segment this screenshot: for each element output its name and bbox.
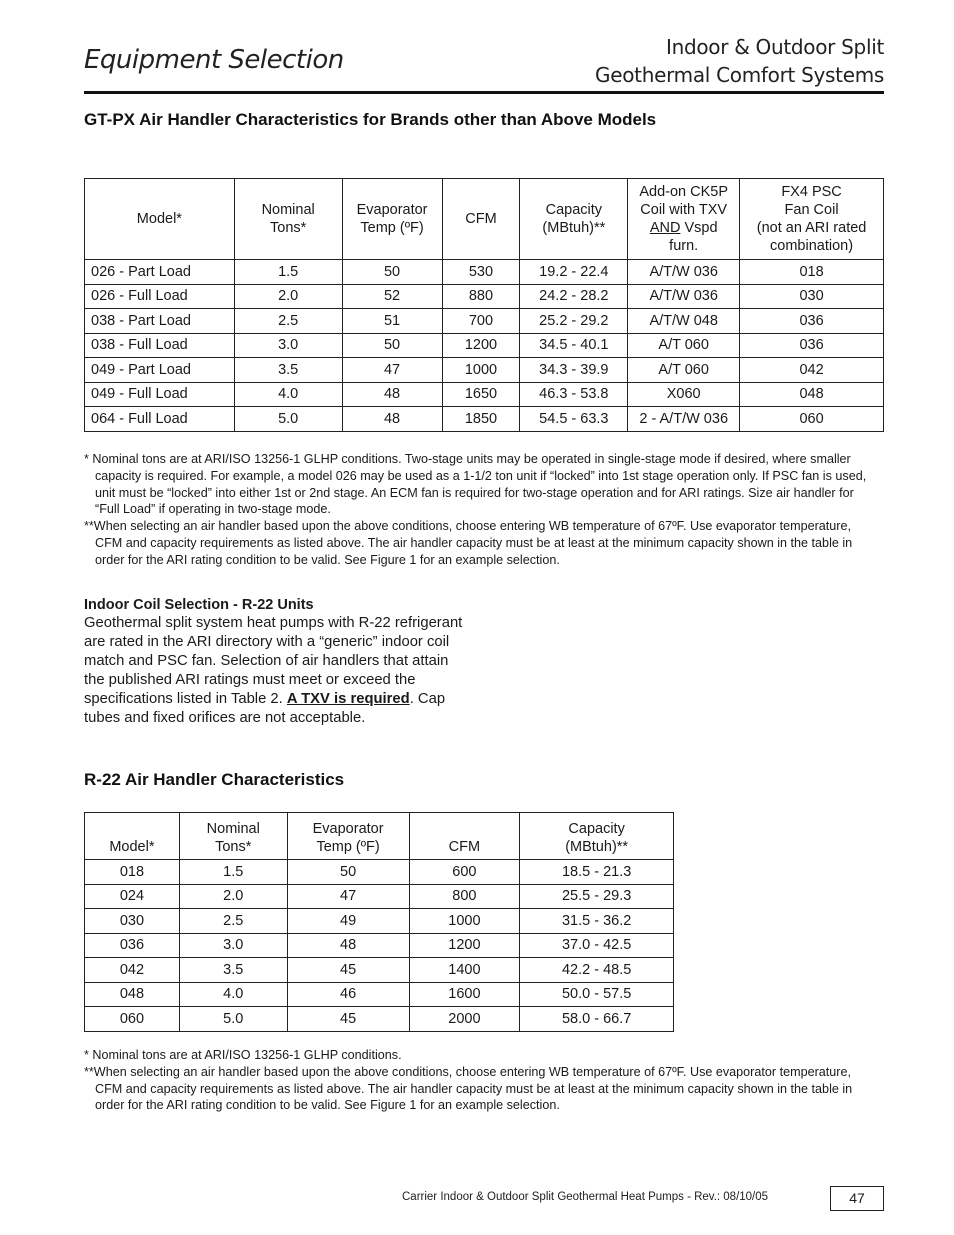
table-cell: 030 <box>85 909 180 934</box>
table-cell: 49 <box>287 909 409 934</box>
table-cell: 048 <box>85 982 180 1007</box>
product-line-title <box>595 33 884 89</box>
table-cell: 24.2 - 28.2 <box>520 284 628 309</box>
table-cell: 48 <box>342 382 442 407</box>
table-cell: 026 - Part Load <box>85 260 235 285</box>
table-cell: 50 <box>342 333 442 358</box>
table-cell: 50.0 - 57.5 <box>520 982 674 1007</box>
table-row <box>85 407 884 432</box>
header-addon-coil: Add-on CK5P Coil with TXV AND Vspd furn. <box>628 179 740 260</box>
table-row <box>85 933 674 958</box>
table-cell: 4.0 <box>179 982 287 1007</box>
table-cell: A/T 060 <box>628 333 740 358</box>
table-cell: 018 <box>85 860 180 885</box>
table-header-row <box>85 813 674 860</box>
table-cell: 52 <box>342 284 442 309</box>
table-cell: 19.2 - 22.4 <box>520 260 628 285</box>
table-cell: 2.5 <box>234 309 342 334</box>
table-cell: 030 <box>740 284 884 309</box>
table-cell: 3.0 <box>179 933 287 958</box>
table-cell: 3.0 <box>234 333 342 358</box>
table-cell: A/T/W 036 <box>628 260 740 285</box>
product-line-1: Indoor & Outdoor Split <box>665 35 884 59</box>
coil-selection-body: Geothermal split system heat pumps with R-22 refrigerant are rated in the ARI directory with a “generic” indoor coil match and PSC fan. Selection of air handlers that attain the published ARI ratings must meet or exceed the specifications listed in Table 2. A TXV is required. Cap tubes and fixed orifices are not acceptable. <box>84 615 463 726</box>
table-cell: 51 <box>342 309 442 334</box>
table-row <box>85 260 884 285</box>
header-nominal-tons: Nominal Tons* <box>234 179 342 260</box>
table-cell: 1850 <box>442 407 520 432</box>
table-cell: 600 <box>409 860 520 885</box>
table2-note-1: * Nominal tons are at ARI/ISO 13256-1 GLHP conditions. <box>84 1048 402 1062</box>
table-cell: 060 <box>740 407 884 432</box>
table-cell: 042 <box>740 358 884 383</box>
table-cell: 50 <box>287 860 409 885</box>
table-cell: 036 <box>85 933 180 958</box>
table-cell: 25.5 - 29.3 <box>520 884 674 909</box>
table-cell: 060 <box>85 1007 180 1032</box>
table-cell: 1600 <box>409 982 520 1007</box>
table-cell: X060 <box>628 382 740 407</box>
table-cell: 3.5 <box>179 958 287 983</box>
table-cell: 036 <box>740 309 884 334</box>
table-cell: 038 - Part Load <box>85 309 235 334</box>
table-cell: 5.0 <box>234 407 342 432</box>
table-row <box>85 958 674 983</box>
table-cell: 038 - Full Load <box>85 333 235 358</box>
table-cell: 47 <box>287 884 409 909</box>
table-cell: 2 - A/T/W 036 <box>628 407 740 432</box>
footer-doc-title: Carrier Indoor & Outdoor Split Geothermal Heat Pumps - Rev.: 08/10/05 <box>402 1191 769 1203</box>
table-row <box>85 1007 674 1032</box>
table-cell: 45 <box>287 1007 409 1032</box>
table-cell: 036 <box>740 333 884 358</box>
table-row <box>85 358 884 383</box>
header-model: Model* <box>85 813 180 860</box>
header-capacity: Capacity (MBtuh)** <box>520 179 628 260</box>
coil-selection-title: Indoor Coil Selection - R-22 Units <box>84 597 314 613</box>
table-cell: 58.0 - 66.7 <box>520 1007 674 1032</box>
table-cell: 2.0 <box>234 284 342 309</box>
table-cell: 31.5 - 36.2 <box>520 909 674 934</box>
table-cell: 049 - Part Load <box>85 358 235 383</box>
header-rule <box>84 91 884 94</box>
table-row <box>85 382 884 407</box>
table-cell: 1000 <box>409 909 520 934</box>
table-row <box>85 309 884 334</box>
table-cell: 50 <box>342 260 442 285</box>
table1-title: GT-PX Air Handler Characteristics for Brands other than Above Models <box>84 110 657 129</box>
table2-footnotes <box>84 1047 874 1114</box>
gtpx-air-handler-table <box>84 178 884 432</box>
table-cell: 46 <box>287 982 409 1007</box>
table-cell: 46.3 - 53.8 <box>520 382 628 407</box>
table-row <box>85 333 884 358</box>
table-header-row <box>85 179 884 260</box>
header-capacity: Capacity (MBtuh)** <box>520 813 674 860</box>
table-cell: 1200 <box>442 333 520 358</box>
table-row <box>85 909 674 934</box>
page-number: 47 <box>830 1186 884 1211</box>
header-cfm: CFM <box>409 813 520 860</box>
table-cell: 2.0 <box>179 884 287 909</box>
product-line-2: Geothermal Comfort Systems <box>595 63 884 87</box>
table-cell: 2.5 <box>179 909 287 934</box>
table-cell: 018 <box>740 260 884 285</box>
table-cell: 1200 <box>409 933 520 958</box>
table-cell: 530 <box>442 260 520 285</box>
header-evaporator-temp: Evaporator Temp (ºF) <box>342 179 442 260</box>
table-cell: 47 <box>342 358 442 383</box>
header-evaporator-temp: Evaporator Temp (ºF) <box>287 813 409 860</box>
table-cell: 064 - Full Load <box>85 407 235 432</box>
table-cell: 1650 <box>442 382 520 407</box>
header-nominal-tons: Nominal Tons* <box>179 813 287 860</box>
table-cell: 3.5 <box>234 358 342 383</box>
table-cell: 049 - Full Load <box>85 382 235 407</box>
table-row <box>85 982 674 1007</box>
table-cell: 700 <box>442 309 520 334</box>
table-cell: 34.5 - 40.1 <box>520 333 628 358</box>
table1-note-2: **When selecting an air handler based upon the above conditions, choose entering WB temperature of 67ºF. Use evaporator temperature, CFM and capacity requirements as listed above. The air handler capacity must be at least at the minimum capacity shown in the table in order for the ARI rating condition to be valid. See Figure 1 for an example selection. <box>84 519 853 567</box>
r22-air-handler-table <box>84 812 674 1032</box>
table-cell: 18.5 - 21.3 <box>520 860 674 885</box>
table-cell: 34.3 - 39.9 <box>520 358 628 383</box>
table-cell: 48 <box>287 933 409 958</box>
table-cell: 42.2 - 48.5 <box>520 958 674 983</box>
table-cell: 1.5 <box>179 860 287 885</box>
header-fx4-fan-coil: FX4 PSC Fan Coil (not an ARI rated combination) <box>740 179 884 260</box>
table-cell: A/T/W 036 <box>628 284 740 309</box>
table-cell: 048 <box>740 382 884 407</box>
table-cell: 54.5 - 63.3 <box>520 407 628 432</box>
section-title: Equipment Selection <box>84 45 344 75</box>
table-cell: 37.0 - 42.5 <box>520 933 674 958</box>
table-cell: 026 - Full Load <box>85 284 235 309</box>
table-row <box>85 884 674 909</box>
table-row <box>85 284 884 309</box>
table-cell: 45 <box>287 958 409 983</box>
header-cfm: CFM <box>442 179 520 260</box>
table-cell: 1000 <box>442 358 520 383</box>
table-cell: 800 <box>409 884 520 909</box>
table2-title: R-22 Air Handler Characteristics <box>84 770 345 789</box>
table1-footnotes <box>84 451 874 569</box>
table-cell: A/T 060 <box>628 358 740 383</box>
header-model: Model* <box>85 179 235 260</box>
table-cell: 5.0 <box>179 1007 287 1032</box>
table-cell: 48 <box>342 407 442 432</box>
table-cell: 1.5 <box>234 260 342 285</box>
table-cell: 024 <box>85 884 180 909</box>
table-cell: A/T/W 048 <box>628 309 740 334</box>
table2-note-2: **When selecting an air handler based upon the above conditions, choose entering WB temperature of 67ºF. Use evaporator temperature, CFM and capacity requirements as listed above. The air handler capacity must be at least at the minimum capacity shown in the table in order for the ARI rating condition to be valid. See Figure 1 for an example selection. <box>84 1064 853 1113</box>
table1-note-1: * Nominal tons are at ARI/ISO 13256-1 GLHP conditions. Two-stage units may be operated in single-stage mode if desired, where smaller capacity is required. For example, a model 026 may be used as a 1-1/2 ton unit if “locked” into 1st stage operation only. If PSC fan is used, unit must be “locked” into either 1st or 2nd stage. An ECM fan is required for two-stage operation and for ARI ratings. Size air handler for “Full Load” if operating in two-stage mode. <box>84 452 867 517</box>
table-cell: 25.2 - 29.2 <box>520 309 628 334</box>
table-cell: 042 <box>85 958 180 983</box>
table-cell: 880 <box>442 284 520 309</box>
table-cell: 2000 <box>409 1007 520 1032</box>
table-cell: 1400 <box>409 958 520 983</box>
table-row <box>85 860 674 885</box>
table-cell: 4.0 <box>234 382 342 407</box>
txv-required-emphasis: A TXV is required <box>286 691 410 707</box>
